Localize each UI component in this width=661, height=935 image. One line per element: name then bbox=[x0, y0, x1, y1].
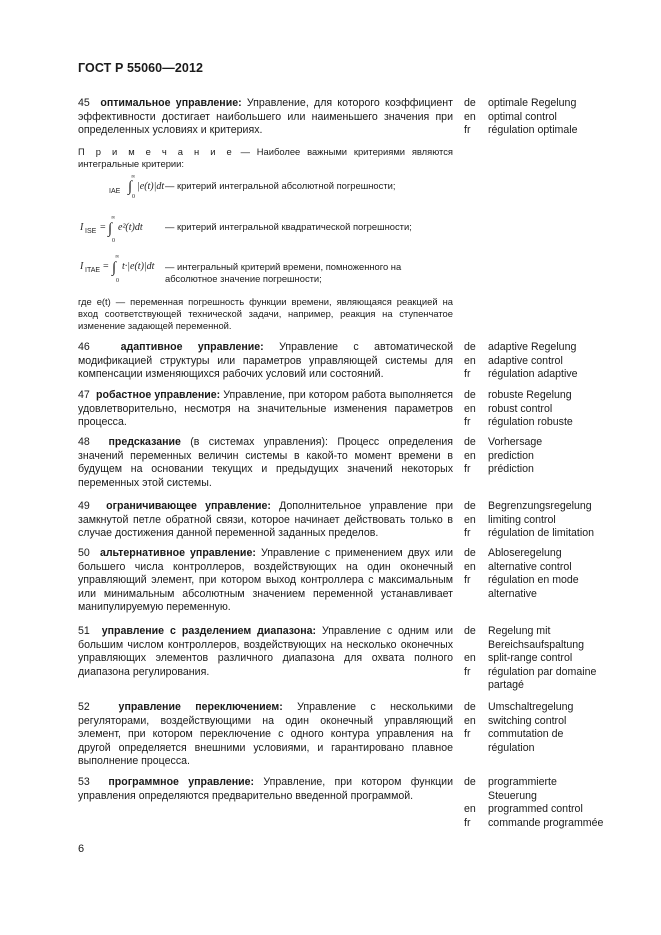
translations-49 bbox=[464, 500, 639, 541]
term-title: программное управление: bbox=[108, 776, 255, 788]
translation-text: régulation optimale bbox=[488, 124, 578, 137]
translations-50 bbox=[464, 547, 639, 601]
svg-text:0: 0 bbox=[112, 238, 115, 244]
term-definition: Управление с одним или большим числом контроллеров, воздействующих на несколько оконечных управляющих элементов различного диапазона для охвата полного диапазона регулирования. bbox=[78, 625, 453, 678]
lang-code: en bbox=[464, 513, 476, 526]
translation-text: programmierte Steuerung bbox=[488, 776, 557, 802]
svg-text:∞: ∞ bbox=[111, 215, 116, 221]
svg-text:e²(t)dt: e²(t)dt bbox=[118, 222, 143, 233]
translation-text: Umschaltregelung bbox=[488, 701, 574, 713]
lang-code: en bbox=[464, 560, 476, 573]
svg-text:I: I bbox=[80, 222, 84, 233]
svg-text:I: I bbox=[80, 261, 84, 272]
lang-code: fr bbox=[464, 527, 471, 540]
term-title: альтернативное управление: bbox=[99, 547, 256, 559]
svg-text:∞: ∞ bbox=[131, 174, 136, 180]
term-title: робастное управление: bbox=[96, 389, 221, 401]
formula-graphic bbox=[78, 214, 168, 246]
translations-45 bbox=[464, 97, 639, 138]
translations-48 bbox=[464, 436, 639, 477]
lang-code: en bbox=[464, 449, 476, 462]
lang-code: de bbox=[464, 341, 476, 353]
note-paragraph bbox=[78, 146, 453, 170]
translations-47 bbox=[464, 389, 639, 430]
formula-description: — критерий интегральной абсолютной погрешности; bbox=[165, 180, 396, 191]
lang-code: fr bbox=[464, 574, 471, 587]
translation-text: programmed control bbox=[488, 803, 583, 816]
term-number: 47 bbox=[78, 389, 90, 401]
term-definition: Управление, при котором функции управления определяются предварительно введенной программой. bbox=[78, 776, 453, 802]
translation-text: robust control bbox=[488, 402, 553, 415]
term-number: 51 bbox=[78, 625, 90, 637]
translation-text: limiting control bbox=[488, 513, 556, 526]
lang-code: en bbox=[464, 110, 476, 123]
translation-text: régulation par domaine partagé bbox=[488, 665, 597, 692]
lang-code: fr bbox=[464, 463, 471, 476]
term-entry-46 bbox=[78, 341, 453, 382]
translation-text: Begrenzungsregelung bbox=[488, 500, 592, 512]
term-definition: Управление с автоматической модификацией структуры или параметров управляющей системы для компенсации изменяющихся рабочих условий или состояний. bbox=[78, 341, 453, 381]
term-entry-48 bbox=[78, 436, 453, 490]
formula-description: — интегральный критерий времени, помноженного на абсолютное значение погрешности; bbox=[165, 261, 402, 284]
translation-text: prediction bbox=[488, 449, 534, 462]
formula-graphic bbox=[78, 252, 168, 286]
formula-label: ITAE bbox=[85, 267, 101, 274]
lang-code: en bbox=[464, 402, 476, 415]
translations-53 bbox=[464, 776, 639, 830]
note-footnote: где e(t) — переменная погрешность функции времени, являющаяся реакцией на вход соответствующей технической задачи, например, реакция на ступенчатое изменение задающей переменной. bbox=[78, 296, 453, 331]
lang-code: en bbox=[464, 803, 476, 816]
formula-label: ISE bbox=[85, 228, 97, 235]
svg-text:0: 0 bbox=[116, 278, 119, 284]
svg-text:∫: ∫ bbox=[128, 179, 133, 195]
lang-code: fr bbox=[464, 368, 471, 381]
term-number: 50 bbox=[78, 547, 90, 559]
term-title: оптимальное управление: bbox=[100, 97, 242, 109]
translation-text: Abloseregelung bbox=[488, 547, 562, 559]
page-number: 6 bbox=[78, 843, 85, 855]
term-entry-45 bbox=[78, 97, 453, 138]
translation-text: optimale Regelung bbox=[488, 97, 577, 109]
term-entry-53 bbox=[78, 776, 453, 803]
lang-code: de bbox=[464, 776, 476, 788]
translation-text: optimal control bbox=[488, 110, 557, 123]
term-definition: Управление с несколькими регуляторами, воздействующими на один оконечный управляющий элемент, при котором переключение с одного контура управления на другой определяется внешними условиями, и гарантировано плавное выполнение процесса. bbox=[78, 701, 453, 768]
translation-text: régulation de limitation bbox=[488, 527, 594, 540]
lang-code: en bbox=[464, 354, 476, 367]
formula-graphic bbox=[99, 174, 169, 202]
lang-code: fr bbox=[464, 124, 471, 137]
translations-52 bbox=[464, 701, 639, 755]
lang-code: de bbox=[464, 625, 476, 637]
translation-text: commande programmée bbox=[488, 816, 604, 829]
note-lead: П р и м е ч а н и е bbox=[78, 146, 234, 157]
translations-51 bbox=[464, 625, 639, 693]
svg-text:∞: ∞ bbox=[115, 254, 120, 260]
term-definition: Управление, для которого коэффициент эффективности достигает наибольшего или наименьшего значения при определенных условиях и критериях. bbox=[78, 97, 454, 137]
term-entry-50 bbox=[78, 547, 453, 615]
translation-text: Vorhersage bbox=[488, 436, 543, 448]
term-title: ограничивающее управление: bbox=[106, 500, 271, 512]
svg-text:=: = bbox=[100, 222, 106, 233]
term-number: 52 bbox=[78, 701, 90, 713]
svg-text:∫: ∫ bbox=[112, 260, 117, 276]
lang-code: fr bbox=[464, 816, 471, 829]
document-code: ГОСТ Р 55060—2012 bbox=[78, 61, 204, 75]
term-entry-49 bbox=[78, 500, 453, 541]
translation-text: prédiction bbox=[488, 463, 534, 476]
term-number: 45 bbox=[78, 97, 90, 109]
formula-itae bbox=[78, 252, 168, 286]
lang-code: fr bbox=[464, 665, 471, 678]
term-title: предсказание bbox=[108, 436, 181, 448]
term-definition: Управление с применением двух или большего числа контроллеров, воздействующих на один оконечный управляющий элемент, при котором выход контроллера с максимальным или минимальным абсолютным значением переменной устанавливает манипулируемую переменную. bbox=[78, 547, 453, 614]
translation-text: robuste Regelung bbox=[488, 389, 572, 401]
lang-code: fr bbox=[464, 416, 471, 429]
translation-text: alternative control bbox=[488, 560, 572, 573]
term-title: адаптивное управление: bbox=[120, 341, 264, 353]
svg-text:∫: ∫ bbox=[108, 221, 113, 237]
lang-code: en bbox=[464, 652, 476, 665]
translation-text: régulation robuste bbox=[488, 416, 573, 429]
lang-code: de bbox=[464, 500, 476, 512]
term-definition: Управление, при котором работа выполняется удовлетворительно, несмотря на значительные изменения параметров процесса. bbox=[78, 389, 453, 429]
translations-46 bbox=[464, 341, 639, 382]
term-definition: (в системах управления): Процесс определения значений переменных величин системы в какой-то момент времени в будущем на основании текущих и предыдущих значений некоторых переменных этой системы. bbox=[78, 436, 453, 489]
term-definition: Дополнительное управление при замкнутой петле обратной связи, которое начинает действовать только в случае достижения данной переменной заданных пределов. bbox=[78, 500, 453, 540]
lang-code: de bbox=[464, 701, 476, 713]
term-entry-47 bbox=[78, 389, 453, 430]
lang-code: de bbox=[464, 547, 476, 559]
note-text: — Наиболее важными критериями являются интегральные критерии: bbox=[78, 146, 453, 169]
translation-text: adaptive control bbox=[488, 354, 563, 367]
formula-ise bbox=[78, 214, 168, 246]
translation-text: switching control bbox=[488, 714, 567, 727]
formula-description: — критерий интегральной квадратической погрешности; bbox=[165, 221, 412, 232]
term-entry-51 bbox=[78, 625, 453, 679]
translation-text: régulation en mode alternative bbox=[488, 574, 579, 600]
term-title: управление с разделением диапазона: bbox=[101, 625, 317, 637]
svg-text:|e(t)|dt: |e(t)|dt bbox=[137, 181, 165, 192]
translation-text: commutation de régulation bbox=[488, 728, 564, 754]
lang-code: en bbox=[464, 714, 476, 727]
translation-text: Regelung mit Bereichsaufspaltung bbox=[488, 625, 584, 651]
svg-text:=: = bbox=[103, 261, 109, 272]
term-number: 53 bbox=[78, 776, 90, 788]
lang-code: de bbox=[464, 436, 476, 448]
lang-code: de bbox=[464, 389, 476, 401]
formula-label: IAE bbox=[109, 188, 121, 195]
term-number: 49 bbox=[78, 500, 90, 512]
svg-text:t·|e(t)|dt: t·|e(t)|dt bbox=[122, 261, 155, 272]
term-title: управление переключением: bbox=[118, 701, 283, 713]
translation-text: adaptive Regelung bbox=[488, 341, 577, 353]
translation-text: split-range control bbox=[488, 652, 573, 665]
term-number: 48 bbox=[78, 436, 90, 448]
translation-text: régulation adaptive bbox=[488, 368, 578, 381]
lang-code: fr bbox=[464, 728, 471, 741]
term-entry-52 bbox=[78, 701, 453, 769]
lang-code: de bbox=[464, 97, 476, 109]
formula-iae bbox=[99, 174, 169, 202]
term-number: 46 bbox=[78, 341, 90, 353]
svg-text:0: 0 bbox=[132, 194, 135, 200]
